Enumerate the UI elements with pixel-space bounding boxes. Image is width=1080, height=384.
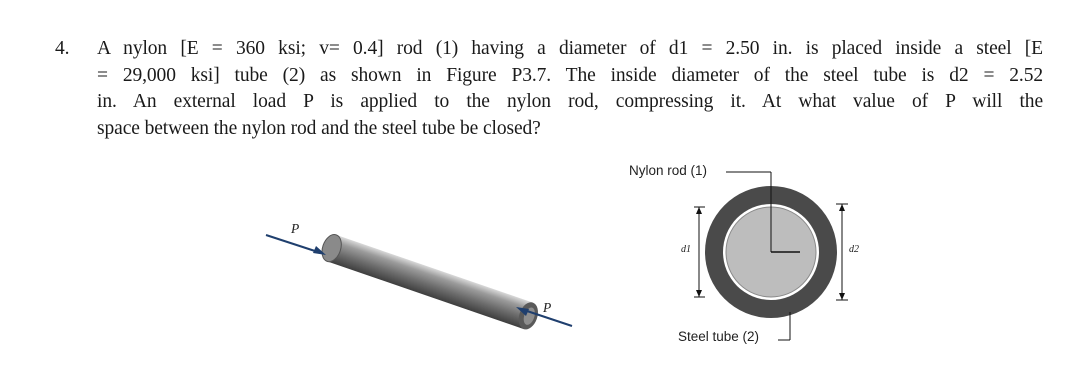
left-load-arrow <box>266 235 326 255</box>
problem-line-3: in. An external load P is applied to the nylon rod, compressing it. At what value of P will the <box>97 91 1043 112</box>
problem-line-2: = 29,000 ksi] tube (2) as shown in Figure P3.7. The inside diameter of the steel tube is d2 = 2.52 <box>97 64 1043 86</box>
problem-number: 4. <box>55 38 70 59</box>
steel-tube-label: Steel tube (2) <box>678 329 760 344</box>
load-label-left: P <box>291 221 300 236</box>
problem-line-1: A nylon [E = 360 ksi; v= 0.4] rod (1) having a diameter of d1 = 2.50 in. is placed inside a steel [E <box>97 38 1043 59</box>
nylon-rod-drawing <box>319 232 542 332</box>
load-label-right: P <box>543 300 552 315</box>
d2-label: d2 <box>849 244 859 255</box>
nylon-rod-label: Nylon rod (1) <box>629 163 708 178</box>
cross-section <box>694 172 848 340</box>
problem-line-4: space between the nylon rod and the steel tube be closed? <box>97 117 541 139</box>
d1-label: d1 <box>681 244 691 255</box>
